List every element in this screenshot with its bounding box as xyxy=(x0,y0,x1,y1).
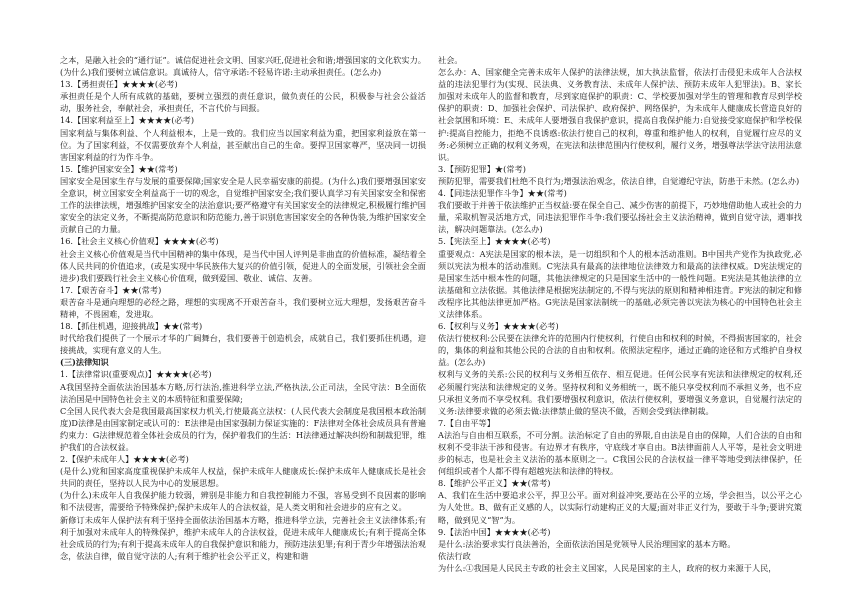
heading-15-national-security: 15.【维护国家安全】★★(常考) xyxy=(60,163,178,174)
paragraph-minors-why: (为什么)未成年人自我保护能力较弱，辨别是非能力和自我控制能力不强，容易受到不良因素的影响和不法侵害，需要给予特殊保护;保护未成年人的合法权益，是人类文明和社会进步的应有之义。 xyxy=(60,490,426,513)
paragraph-national-interest: 国家利益与集体利益、个人利益根本，上是一致的。我们应当以国家利益为重，把国家利益放在第一位。为了国家利益，不仅需要放弃个人利益，甚至献出自己的生命。要捍卫国家尊严，坚决同一切损害国家利益的行为作斗争。 xyxy=(60,127,426,162)
heading-2-protect-minors: 2.【保护未成年人】★★★★(必考) xyxy=(60,454,189,465)
paragraph-legal-a-b: A我国坚持全面依法治国基本方略,厉行法治,推进科学立法,严格执法,公正司法，全民守法：B全面依法治国是中国特色社会主义的本质特征和重要保障; xyxy=(60,381,426,404)
heading-13-responsibility: 13.【勇担责任】★★★★(必考) xyxy=(60,79,178,90)
heading-3-prevent-crime: 3.【预防犯罪】★(常考) xyxy=(438,163,526,174)
heading-7-freedom-equality: 7.【自由平等】 xyxy=(438,417,495,428)
paragraph-rights-duties-relation: 权利与义务的关系:公民的权利与义务相互依存、相互促进。任何公民享有宪法和法律规定的权利,还必须履行宪法和法律规定的义务。坚持权利和义务相统一，既不能只享受权利而不承担义务，也不应只承担义务而不享受权利。我们要增强权利意识，依法行使权利，要增强义务意识，自觉履行法定的义务:法律要求做的必须去做:法律禁止做的坚决不做，否则会受到法律制裁。 xyxy=(438,369,802,416)
paragraph-fairness-justice: A、我们在生活中要追求公平，捍卫公平。面对利益冲突,要站在公平的立场，学会担当，以公平之心为人处世。B、做有正义感的人，以实际行动建构正义的大厦;面对非正义行为，要敢于斗争;要讲究策略，做到见义“智”为。 xyxy=(438,490,802,525)
paragraph-opportunities: 时代给我们提供了一个展示才华的广阔舞台，我们要善于创造机会，成就自己，我们要抓住机遇，迎接挑战，实现有意义的人生。 xyxy=(60,333,426,356)
heading-18-opportunities: 18.【抓住机遇，迎接挑战】★★(常考) xyxy=(60,321,203,332)
heading-14-national-interest: 14.【国家利益至上】★★★★(必考) xyxy=(60,115,195,126)
heading-5-constitution: 5.【宪法至上】★★★★(必考) xyxy=(438,236,551,247)
paragraph-honesty-continued: 之本，是融入社会的“通行证”。诚信促进社会文明、国家兴旺,促进社会和谐;增强国家的文化软实力。(为什么)我们要树立诚信意识。真诚待人，信守承诺:不轻易许诺:主动承担责任。(怎么办) xyxy=(60,55,426,78)
paragraph-prevent-crime: 预防犯罪，需要我们杜绝不良行为;增强法治观念，依法自律，自觉遵纪守法，防患于未然。(怎么办) xyxy=(438,175,800,186)
paragraph-exercise-rights: 依法行使权利:公民要在法律允许的范围内行使权利，行使自由和权利的时候，不得损害国家的，社会的，集体的利益和其他公民的合法的自由和权利。依照法定程序，通过正确的途径和方式维护自身权益。(怎么办) xyxy=(438,333,802,368)
paragraph-legal-c-h: C全国人民代表大会是我国最高国家权力机关,行使最高立法权：(人民代表大会制度是我国根本政治制度)D法律是由国家制定或认可的：E法律是由国家强制力保证实施的：F法律对全体社会成员具有普遍约束力：G法律规范着全体社会成员的行为，保护着我们的生活：H法律通过解决纠纷和制裁犯罪，维护我们的合法权益。 xyxy=(60,405,426,452)
section-legal-knowledge: (三)法律知识 xyxy=(60,357,109,368)
paragraph-minors-how: 怎么办：A、国家健全完善未成年人保护的法律法规，加大执法监督，依法打击侵犯未成年人合法权益的违法犯罪行为(实现、民法典、义务教育法、未成年人保护法、预防未成年人犯罪法)。B、家长加强对未成年人的监督和教育，尽到家庭保护的职责：C、学校要加强对学生的管理和教育尽到学校保护的职责：D、加强社会保护、司法保护、政府保护、网络保护，为未成年人健康成长营造良好的社会氛围和环境：E、未成年人要增强自我保护意识，提高自我保护能力:自觉接受家庭保护和学校保护:提高自控能力，拒绝不良诱惑:依法行使自己的权利，尊重和维护他人的权利，自觉履行应尽的义务:必须树立正确的权利义务观，在宪法和法律范围内行使权利，履行义务，增强尊法学法守法用法意识。 xyxy=(438,67,802,162)
paragraph-national-security: 国家安全是国家生存与发展的重要保障;国家安全是人民幸福安康的前提。(为什么)我们要增强国家安全意识，树立国家安全利益高于一切的观念，自觉维护国家安全;我们要认真学习有关国家安全和保密工作的法律法规，增强维护国家安全的法治意识;要严格遵守有关国家安全的法律规定,积极履行维护国家安全的法定义务，不断提高防范意识和防范能力,善于识别危害国家安全的各种伪装,为维护国家安全贡献自己的力量。 xyxy=(60,175,426,235)
heading-6-rights-duties: 6.【权利与义务】★★★★(必考) xyxy=(438,321,559,332)
paragraph-core-values: 社会主义核心价值观是当代中国精神的集中体现，是当代中国人评判是非曲直的价值标准，凝结着全体人民共同的价值追求，(或是实现中华民族伟大复兴的价值引领，促进人的全面发展，引领社会全面进步)我们要践行社会主义核心价值观，做到爱国、敬业、诚信、友善。 xyxy=(60,248,426,283)
paragraph-administration-by-law: 依法行政 xyxy=(438,550,471,561)
right-text-column xyxy=(438,54,802,574)
paragraph-minors-new-law: 新修订未成年人保护法有利于坚持全面依法治国基本方略，推进科学立法，完善社会主义法律体系;有利于加强对未成年人的特殊保护，维护未成年人的合法权益，促进未成年人健康成长;有利于提高全体社会成员的行为;有利于提高未成年人的自我保护意识和能力，预防违法犯罪;有利于青少年增强法治观念，依法自律，做自觉守法的人;有利于维护社会公平正义，构建和谐 xyxy=(60,514,426,561)
paragraph-rule-of-law-why: 为什么:①我国是人民民主专政的社会主义国家，人民是国家的主人，政府的权力来源于人民， xyxy=(438,562,777,573)
paragraph-society-continued: 社会。 xyxy=(438,55,463,65)
heading-1-legal-common-sense: 1.【法律常识(重要观点)】★★★★(必考) xyxy=(60,369,212,380)
heading-9-rule-of-law: 9.【法治中国】★★★★(必考) xyxy=(438,526,551,537)
heading-16-core-values: 16.【社会主义核心价值观】★★★★(必考) xyxy=(60,236,219,247)
left-text-column xyxy=(60,54,426,562)
paragraph-fight-crime: 我们要敢于并善于依法维护正当权益:要在保全自己、减少伤害的前提下，巧妙地借助他人或社会的力量，采取机智灵活地方式，同违法犯罪作斗争:我们要弘扬社会主义法治精神，做到自觉守法，遇事找法，解决问题靠法。(怎么办) xyxy=(438,200,802,235)
paragraph-minors-what: (是什么)党和国家高度重视保护未成年人权益，保护未成年人健康成长:保护未成年人健康成长是社会共同的责任，坚持以人民为中心的发展思想。 xyxy=(60,466,426,489)
paragraph-responsibility: 承担责任是个人所有成就的基础，要树立强烈的责任意识，做负责任的公民，积极参与社会公益活动，服务社会，奉献社会，承担责任，不言代价与回报。 xyxy=(60,91,426,114)
heading-8-fairness-justice: 8.【维护公平正义】★★(常考) xyxy=(438,478,551,489)
heading-17-hard-work: 17.【艰苦奋斗】★★(常考) xyxy=(60,284,162,295)
paragraph-constitution: 重要观点：A宪法是国家的根本法，是一切组织和个人的根本活动准则。B中国共产党作为执政党,必须以宪法为根本的活动准则。C宪法具有最高的法律地位法律效力和最高的法律权威。D宪法规定的是国家生活中根本性的问题，其他法律规定的只是国家生活中的一般性问题。E宪法是其他法律的立法基础和立法依据。其他法律是根据宪法制定的,不得与宪法的原则和精神相违背。F宪法的制定和修改程序比其他法律更加严格。G宪法是国家法制统一的基础,必须完善以宪法为核心的中国特色社会主义法律体系。 xyxy=(438,248,802,319)
paragraph-hard-work: 艰苦奋斗是通向理想的必经之路，理想的实现离不开艰苦奋斗，我们要树立远大理想，发扬艰苦奋斗精神，不畏困难，发进取。 xyxy=(60,296,426,319)
paragraph-freedom-equality: A法治与自由相互联系，不可分割。法治标定了自由的界限,自由法是自由的保障，人们合法的自由和权利不受非法干涉和侵害。有边界才有秩序，守底线才享自由。B法律面前人人平等，是社会文明进步的标志，也是社会主义法治的基本原则之一。C我国公民的合法权益一律平等地受到法律保护，任何组织或者个人都不得有超越宪法和法律的特权。 xyxy=(438,429,802,477)
paragraph-rule-of-law-what: 是什么:法治要求实行良法善治，全面依法治国是党领导人民治理国家的基本方略。 xyxy=(438,538,736,549)
heading-4-fight-crime: 4.【同违法犯罪作斗争】★★(常考) xyxy=(438,188,567,199)
